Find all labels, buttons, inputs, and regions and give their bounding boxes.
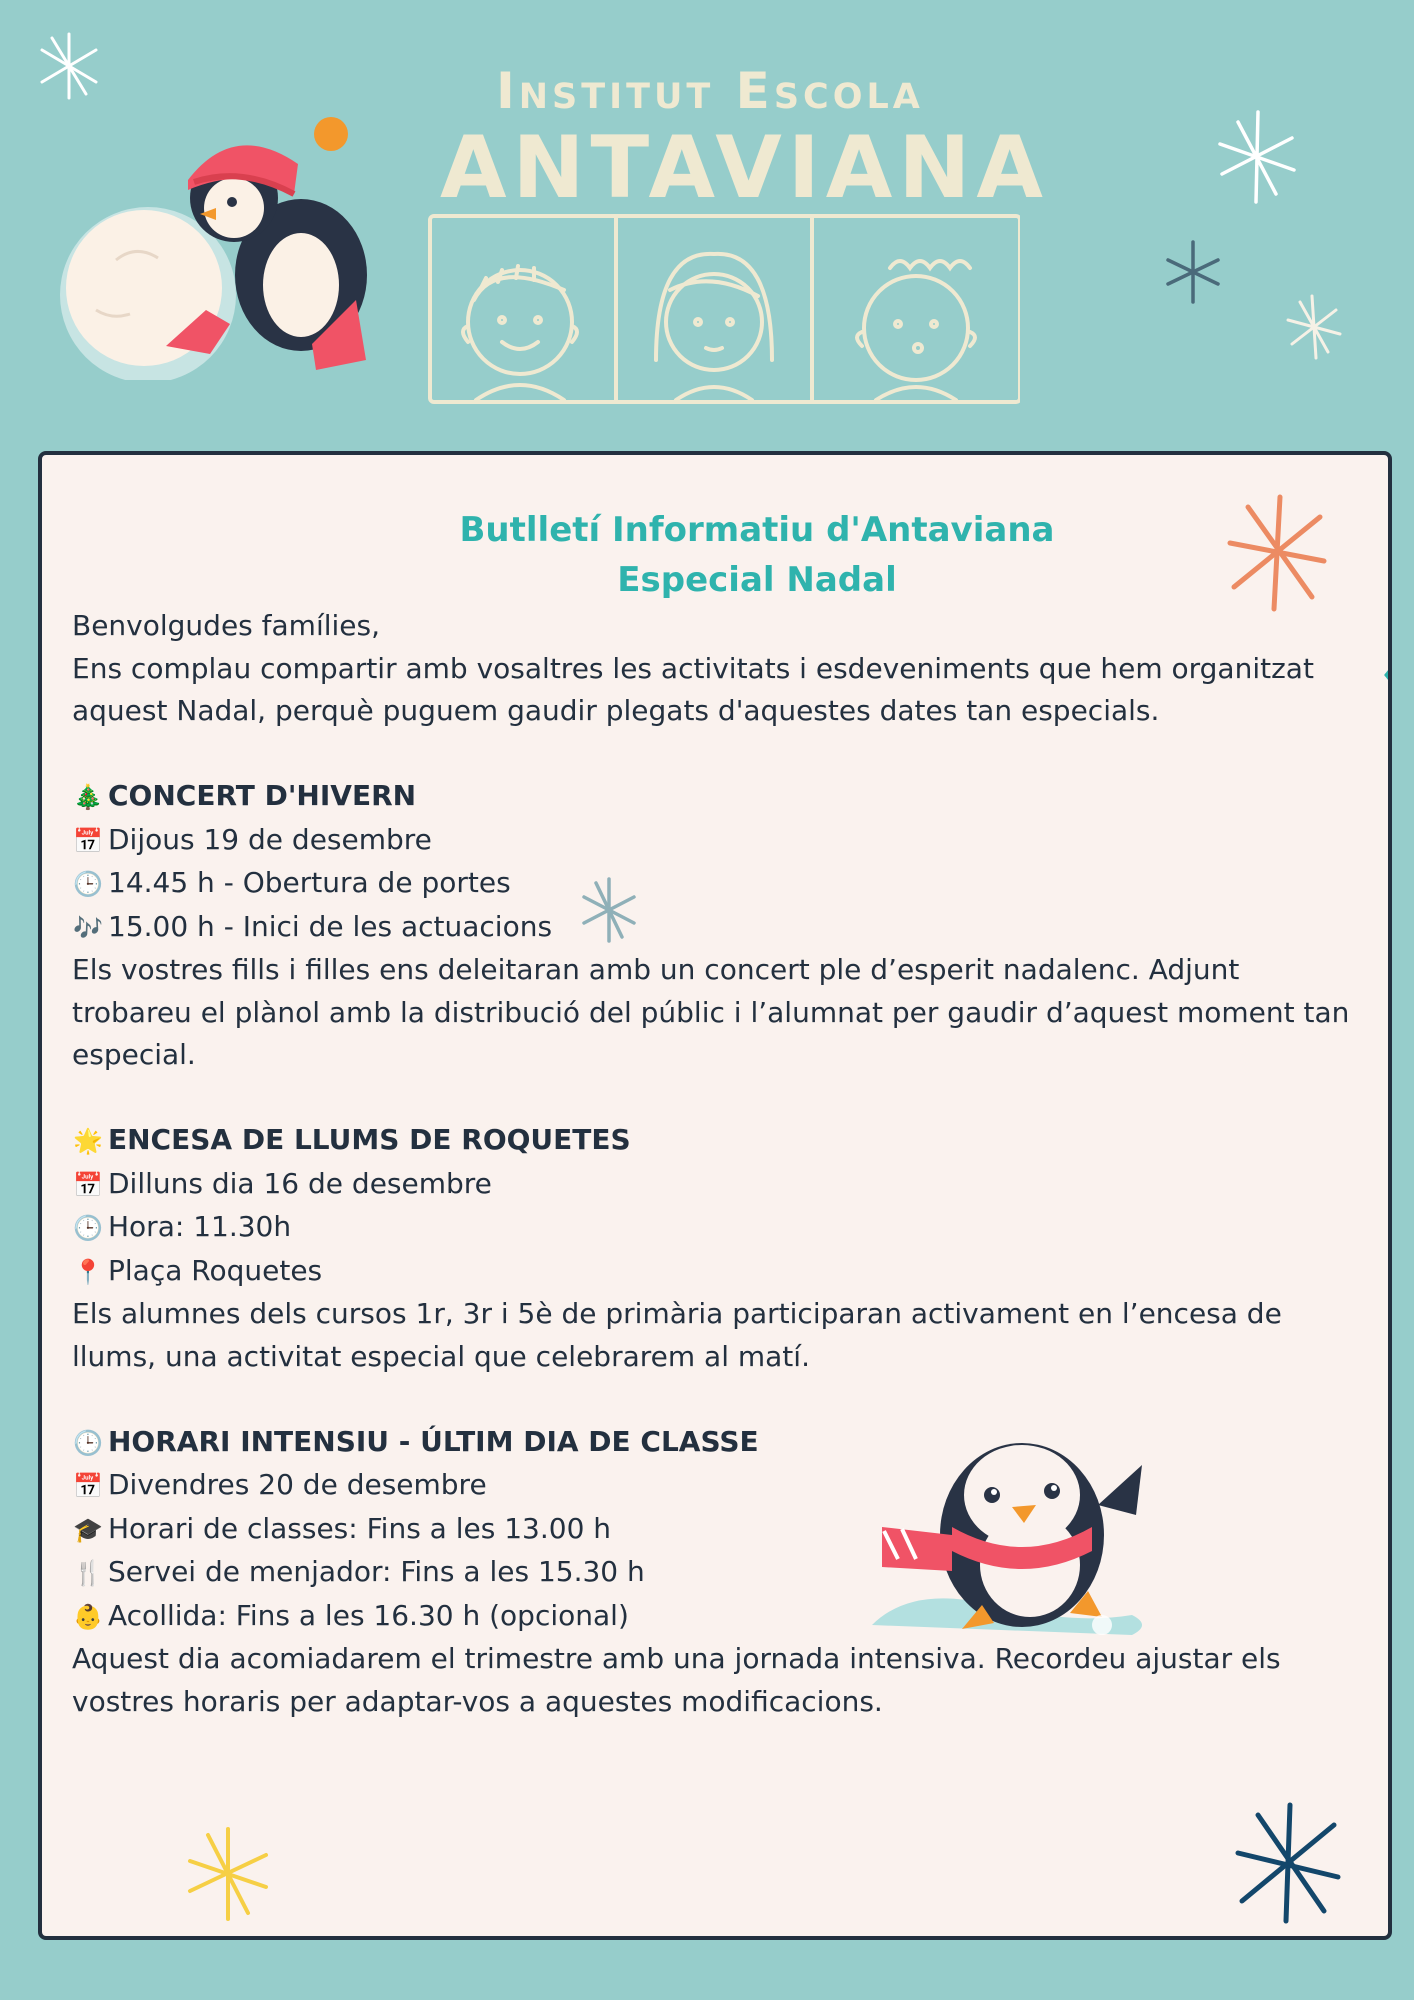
clock-icon: 🕒 xyxy=(73,1428,103,1457)
school-logo-frames xyxy=(420,210,1020,410)
section-description: Aquest dia acomiadarem el trimestre amb una jornada intensiva. Recordeu ajustar els vostres horaris per adaptar-vos a aquestes modificacions. xyxy=(72,1642,1281,1718)
info-text: Horari de classes: Fins a les 13.00 h xyxy=(108,1511,612,1545)
clock-icon: 🕒 xyxy=(73,870,103,898)
info-line xyxy=(72,862,1362,906)
section-description: Els alumnes dels cursos 1r, 3r i 5è de primària participaran activament en l’encesa de llums, una activitat especial que celebrarem al matí. xyxy=(72,1297,1282,1373)
info-text: 14.45 h - Obertura de portes xyxy=(108,866,511,899)
section-heading xyxy=(72,775,1362,819)
info-text: Hora: 11.30h xyxy=(108,1210,292,1243)
sparkle-icon xyxy=(1162,238,1224,306)
info-text: Dijous 19 de desembre xyxy=(108,822,432,856)
section-lights xyxy=(72,1119,1362,1378)
header xyxy=(0,0,1414,430)
section-title: CONCERT D'HIVERN xyxy=(108,779,417,812)
info-text: 15.00 h - Inici de les actuacions xyxy=(108,909,553,943)
logo-title: ANTAVIANA xyxy=(440,118,1049,218)
info-line xyxy=(72,1551,1362,1595)
section-schedule xyxy=(72,1421,1362,1724)
sparkle-icon xyxy=(36,30,102,102)
info-line xyxy=(72,1508,1362,1552)
sparkle-icon xyxy=(184,1825,272,1923)
sparkle-icon xyxy=(1214,108,1300,206)
info-text: Dilluns dia 16 de desembre xyxy=(108,1166,492,1200)
info-text: Plaça Roquetes xyxy=(108,1253,323,1287)
section-title: ENCESA DE LLUMS DE ROQUETES xyxy=(108,1123,631,1156)
graduation-cap-icon: 🎓 xyxy=(73,1515,103,1544)
star-icon: 🌟 xyxy=(73,1127,103,1155)
title-line-2: Especial Nadal xyxy=(617,560,897,600)
greeting: Benvolgudes famílies, xyxy=(72,609,381,642)
info-text: Divendres 20 de desembre xyxy=(108,1468,487,1501)
clock-icon: 🕒 xyxy=(73,1214,103,1242)
newsletter-card xyxy=(38,451,1392,1940)
title-line-1: Butlletí Informatiu d'Antaviana xyxy=(459,510,1055,550)
info-line xyxy=(72,1464,1362,1508)
sparkle-icon xyxy=(1232,1801,1344,1925)
location-pin-icon: 📍 xyxy=(73,1257,103,1286)
newsletter-body xyxy=(72,605,1362,1723)
info-line xyxy=(72,1206,1362,1250)
calendar-icon: 📅 xyxy=(73,826,103,855)
info-text: Acollida: Fins a les 16.30 h (opcional) xyxy=(108,1598,629,1632)
newsletter-title xyxy=(42,505,1392,605)
logo-subtitle: Institut Escola xyxy=(496,62,924,120)
section-title: HORARI INTENSIU - ÚLTIM DIA DE CLASSE xyxy=(108,1424,759,1458)
fork-knife-icon: 🍴 xyxy=(73,1559,103,1587)
intro-paragraph: Ens complau compartir amb vosaltres les activitats i esdeveniments que hem organitzat aquest Nadal, perquè puguem gaudir plegats d'aquestes dates tan especials. xyxy=(72,651,1314,727)
baby-icon: 👶 xyxy=(73,1602,103,1631)
calendar-icon: 📅 xyxy=(73,1472,103,1500)
section-concert xyxy=(72,775,1362,1077)
christmas-tree-icon: 🎄 xyxy=(73,783,103,811)
info-line xyxy=(72,819,1362,863)
calendar-icon: 📅 xyxy=(73,1170,103,1199)
info-text: Servei de menjador: Fins a les 15.30 h xyxy=(108,1555,645,1588)
penguin-snowball-illustration xyxy=(56,110,406,380)
section-description: Els vostres fills i filles ens deleitaran amb un concert ple d’esperit nadalenc. Adjunt trobareu el plànol amb la distribució del públic i l’alumnat per gaudir d’aquest moment tan especial. xyxy=(72,953,1350,1071)
info-line xyxy=(72,1250,1362,1294)
music-notes-icon: 🎶 xyxy=(73,913,103,942)
info-line xyxy=(72,1163,1362,1207)
sparkle-icon xyxy=(1382,645,1392,705)
info-line xyxy=(72,1595,1362,1639)
sparkle-icon xyxy=(1282,292,1344,362)
section-heading xyxy=(72,1119,1362,1163)
info-line xyxy=(72,906,1362,950)
section-heading xyxy=(72,1421,1362,1465)
